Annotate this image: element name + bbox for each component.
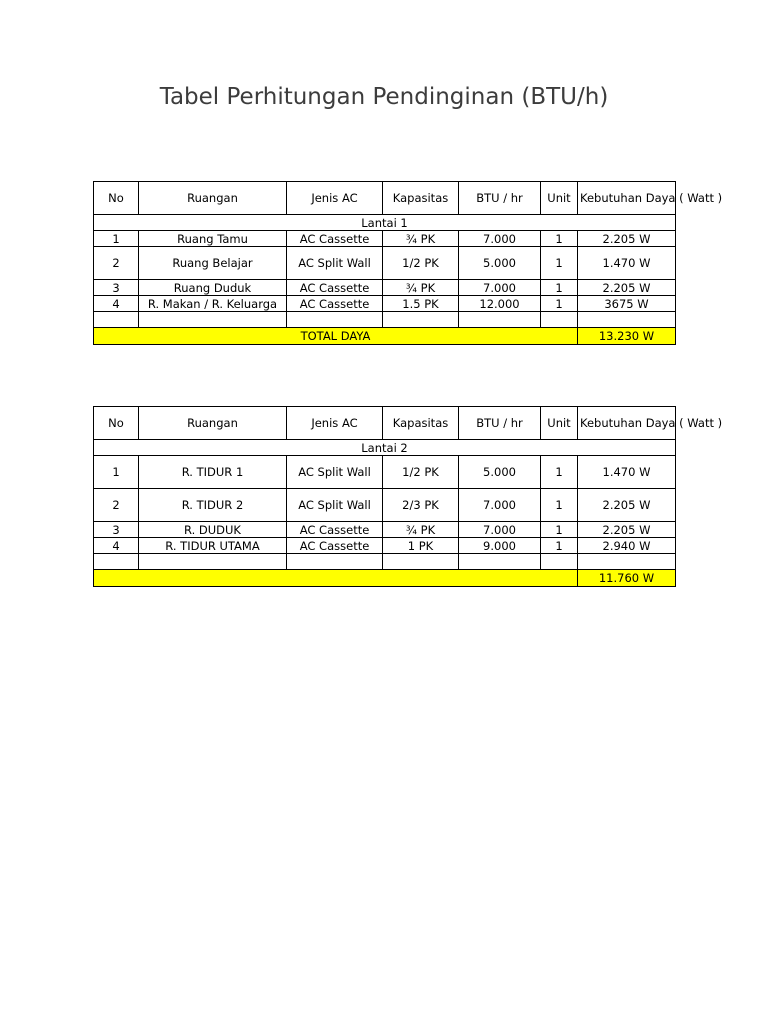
cell-kapasitas: 1 PK: [383, 538, 459, 554]
cell-ruangan: R. DUDUK: [139, 522, 287, 538]
cell-btu: 7.000: [459, 522, 541, 538]
total-label: TOTAL DAYA: [94, 328, 578, 345]
empty-cell: [541, 312, 578, 328]
header-row: [94, 407, 676, 440]
cell-ruangan: Ruang Tamu: [139, 231, 287, 247]
cell-btu: 9.000: [459, 538, 541, 554]
header-row: [94, 182, 676, 215]
empty-cell: [383, 554, 459, 570]
cell-daya: 2.205 W: [578, 280, 676, 296]
col-header-unit: Unit: [541, 407, 578, 440]
cell-jenis-ac: AC Cassette: [287, 538, 383, 554]
col-header-ruangan: Ruangan: [139, 182, 287, 215]
cell-jenis-ac: AC Cassette: [287, 296, 383, 312]
cell-unit: 1: [541, 522, 578, 538]
col-header-ruangan: Ruangan: [139, 407, 287, 440]
cell-unit: 1: [541, 296, 578, 312]
col-header-no: No: [94, 182, 139, 215]
cell-kapasitas: 1/2 PK: [383, 456, 459, 489]
col-header-jenis-ac: Jenis AC: [287, 182, 383, 215]
cell-kapasitas: 2/3 PK: [383, 489, 459, 522]
empty-cell: [287, 554, 383, 570]
cell-unit: 1: [541, 456, 578, 489]
cell-btu: 12.000: [459, 296, 541, 312]
section-label: Lantai 2: [94, 440, 676, 456]
table-row: [94, 231, 676, 247]
empty-cell: [459, 554, 541, 570]
section-row: [94, 440, 676, 456]
cell-no: 1: [94, 231, 139, 247]
table-row: [94, 538, 676, 554]
cell-daya: 1.470 W: [578, 456, 676, 489]
cell-kapasitas: 1.5 PK: [383, 296, 459, 312]
cell-jenis-ac: AC Split Wall: [287, 489, 383, 522]
cell-ruangan: R. TIDUR 2: [139, 489, 287, 522]
empty-cell: [578, 554, 676, 570]
cell-btu: 5.000: [459, 456, 541, 489]
cooling-table-lantai-1: [93, 181, 723, 345]
total-value: 13.230 W: [578, 328, 676, 345]
section-label: Lantai 1: [94, 215, 676, 231]
empty-cell: [459, 312, 541, 328]
cell-kapasitas: 1/2 PK: [383, 247, 459, 280]
table-row: [94, 489, 676, 522]
cell-unit: 1: [541, 247, 578, 280]
cell-unit: 1: [541, 538, 578, 554]
cell-ruangan: Ruang Duduk: [139, 280, 287, 296]
cell-daya: 3675 W: [578, 296, 676, 312]
cell-ruangan: R. TIDUR UTAMA: [139, 538, 287, 554]
cell-jenis-ac: AC Split Wall: [287, 247, 383, 280]
cell-daya: 1.470 W: [578, 247, 676, 280]
empty-cell: [139, 554, 287, 570]
col-header-btu: BTU / hr: [459, 182, 541, 215]
cell-daya: 2.205 W: [578, 231, 676, 247]
cooling-table-lantai-2: [93, 406, 723, 587]
cell-kapasitas: ¾ PK: [383, 522, 459, 538]
cell-btu: 7.000: [459, 489, 541, 522]
cell-ruangan: Ruang Belajar: [139, 247, 287, 280]
cell-no: 1: [94, 456, 139, 489]
cell-btu: 7.000: [459, 280, 541, 296]
empty-cell: [578, 312, 676, 328]
empty-cell: [139, 312, 287, 328]
total-row: [94, 328, 676, 345]
empty-cell: [94, 312, 139, 328]
cell-btu: 5.000: [459, 247, 541, 280]
cell-unit: 1: [541, 489, 578, 522]
col-header-jenis-ac: Jenis AC: [287, 407, 383, 440]
cell-jenis-ac: AC Cassette: [287, 280, 383, 296]
cell-unit: 1: [541, 231, 578, 247]
cell-no: 2: [94, 247, 139, 280]
cell-kapasitas: ¾ PK: [383, 280, 459, 296]
empty-row: [94, 554, 676, 570]
table-row: [94, 280, 676, 296]
cell-daya: 2.205 W: [578, 489, 676, 522]
col-header-kapasitas: Kapasitas: [383, 182, 459, 215]
cell-daya: 2.940 W: [578, 538, 676, 554]
col-header-kapasitas: Kapasitas: [383, 407, 459, 440]
cell-jenis-ac: AC Cassette: [287, 231, 383, 247]
table-row: [94, 296, 676, 312]
cell-no: 2: [94, 489, 139, 522]
cell-ruangan: R. Makan / R. Keluarga: [139, 296, 287, 312]
cell-no: 3: [94, 522, 139, 538]
section-row: [94, 215, 676, 231]
empty-cell: [94, 554, 139, 570]
cell-unit: 1: [541, 280, 578, 296]
col-header-unit: Unit: [541, 182, 578, 215]
col-header-btu: BTU / hr: [459, 407, 541, 440]
empty-cell: [383, 312, 459, 328]
cell-daya: 2.205 W: [578, 522, 676, 538]
page-title: Tabel Perhitungan Pendinginan (BTU/h): [159, 84, 609, 110]
total-value: 11.760 W: [578, 570, 676, 587]
col-header-no: No: [94, 407, 139, 440]
cell-jenis-ac: AC Split Wall: [287, 456, 383, 489]
total-label: [94, 570, 578, 587]
cell-no: 4: [94, 296, 139, 312]
empty-cell: [287, 312, 383, 328]
cell-no: 4: [94, 538, 139, 554]
cell-ruangan: R. TIDUR 1: [139, 456, 287, 489]
total-row: [94, 570, 676, 587]
table-row: [94, 456, 676, 489]
cell-kapasitas: ¾ PK: [383, 231, 459, 247]
table-row: [94, 522, 676, 538]
col-header-kebutuhan-daya: Kebutuhan Daya ( Watt ): [578, 407, 676, 440]
cell-jenis-ac: AC Cassette: [287, 522, 383, 538]
col-header-kebutuhan-daya: Kebutuhan Daya ( Watt ): [578, 182, 676, 215]
empty-cell: [541, 554, 578, 570]
empty-row: [94, 312, 676, 328]
cell-btu: 7.000: [459, 231, 541, 247]
cell-no: 3: [94, 280, 139, 296]
table-row: [94, 247, 676, 280]
